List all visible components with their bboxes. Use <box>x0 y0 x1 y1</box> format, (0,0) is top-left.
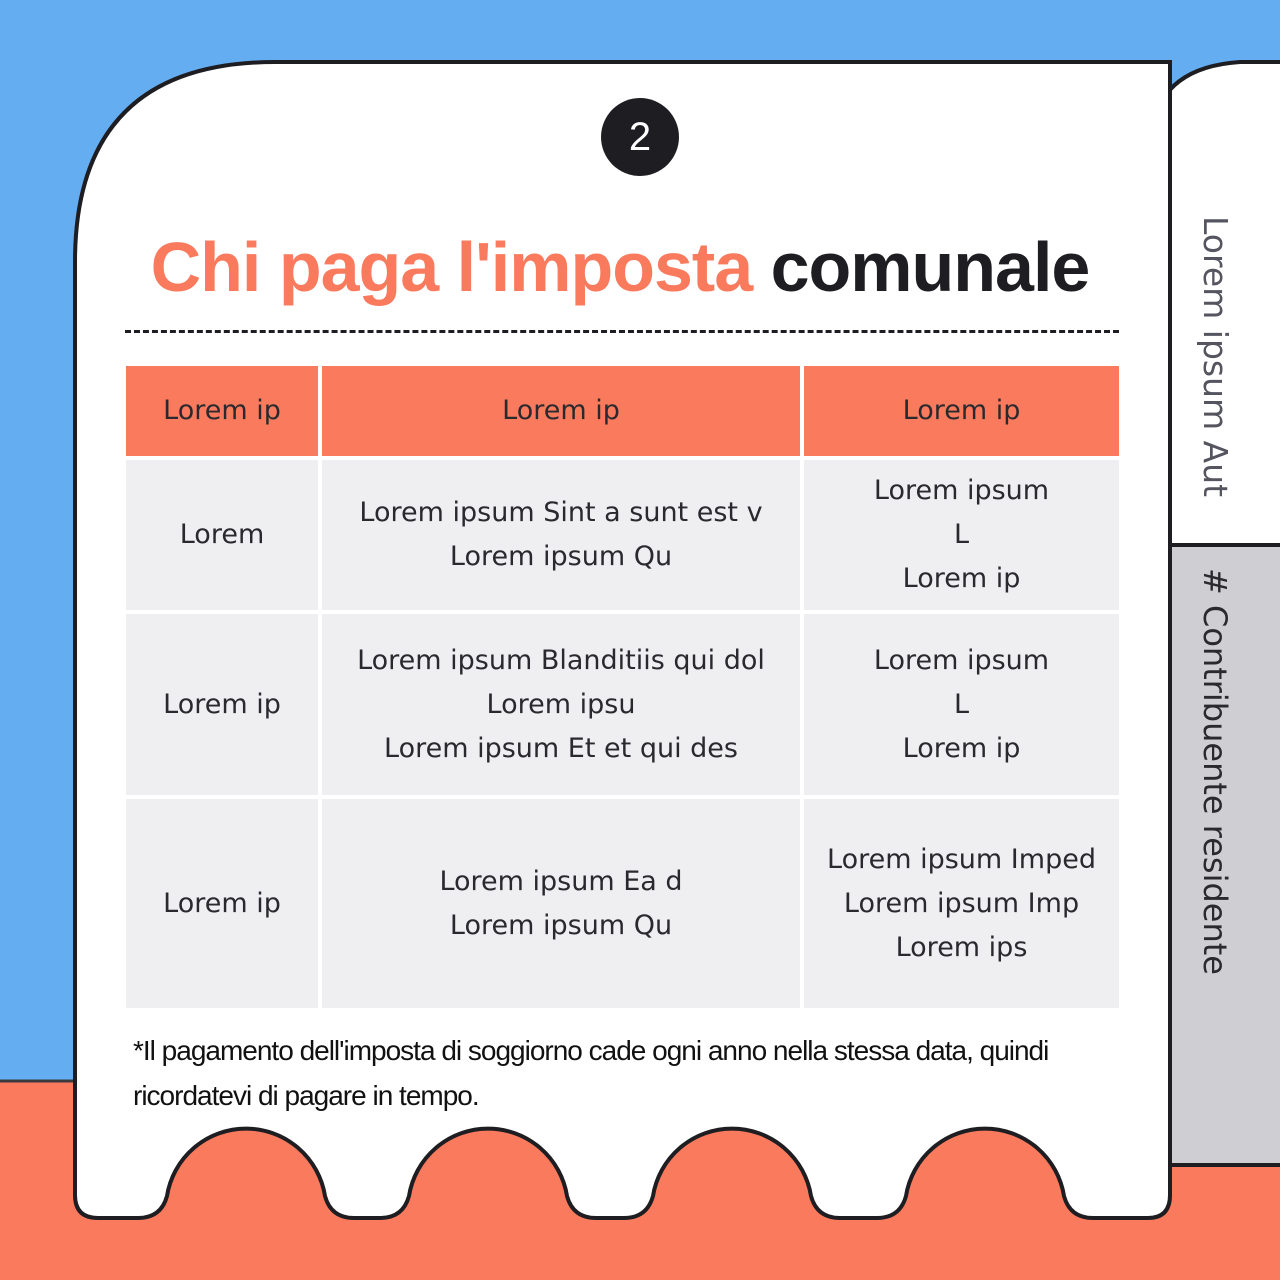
footnote: *Il pagamento dell'imposta di soggiorno cade ogni anno nella stessa data, quindi ricordatevi di pagare in tempo. <box>133 1035 1049 1111</box>
table-cell <box>322 460 800 610</box>
table-header-2: Lorem ip <box>322 366 800 456</box>
cell-line: Lorem ipsum <box>873 644 1050 676</box>
title-highlight: Chi paga l'imposta <box>150 228 753 306</box>
table-cell <box>804 614 1119 795</box>
cell-line: Lorem ipsum Blanditiis qui dol <box>357 644 765 676</box>
cell-line: Lorem ipsum Imp <box>843 887 1080 919</box>
info-table <box>126 366 1119 1008</box>
side-tab-bottom-label[interactable]: # Contribuente residente <box>1196 568 1234 975</box>
table-cell <box>804 460 1119 610</box>
cell-line: L <box>953 688 970 720</box>
cell-line: Lorem ipsum Qu <box>449 909 673 941</box>
cell-line: Lorem ip <box>902 563 1021 594</box>
page-title <box>0 222 1240 312</box>
cell-line: Lorem ipsum Ea d <box>439 865 683 897</box>
step-number-badge: 2 <box>601 98 679 176</box>
table-header-1: Lorem ip <box>126 366 318 456</box>
cell-line: L <box>953 519 970 550</box>
table-cell <box>804 799 1119 1008</box>
cell-line: Lorem ipsum Qu <box>449 541 673 572</box>
cell-line: Lorem ipsum Imped <box>827 843 1096 875</box>
cell-line: Lorem ipsu <box>486 688 636 720</box>
table-cell <box>322 799 800 1008</box>
cell-line: Lorem ip <box>163 887 281 919</box>
table-cell <box>322 614 800 795</box>
table-cell <box>126 614 318 795</box>
cell-line: Lorem ip <box>902 732 1021 764</box>
table-header-3: Lorem ip <box>804 366 1119 456</box>
cell-line: Lorem <box>179 519 265 550</box>
side-tab-top-label[interactable]: Lorem ipsum Aut <box>1196 216 1235 498</box>
table-cell <box>126 460 318 610</box>
cell-line: Lorem ip <box>163 688 281 720</box>
cell-line: Lorem ips <box>895 931 1028 963</box>
dashed-divider <box>125 330 1119 333</box>
cell-line: Lorem ipsum <box>873 475 1050 506</box>
table-cell <box>126 799 318 1008</box>
cell-line: Lorem ipsum Et et qui des <box>384 732 738 764</box>
title-rest: comunale <box>770 228 1090 306</box>
cell-line: Lorem ipsum Sint a sunt est v <box>359 497 763 528</box>
